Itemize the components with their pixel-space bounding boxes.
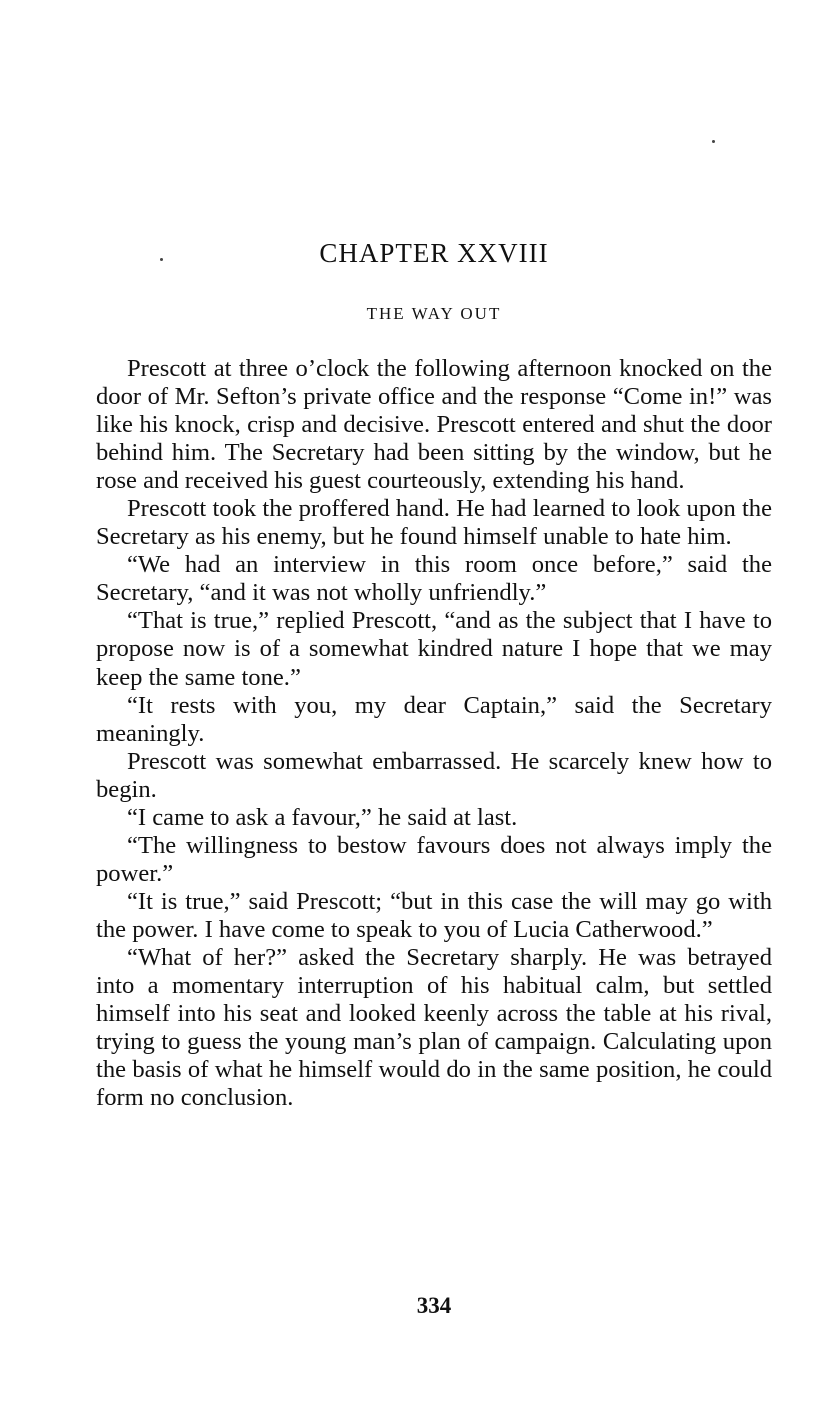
paragraph: “That is true,” replied Prescott, “and as the subject that I have to propose now is of a somewhat kindred nature I hope that we may keep the same tone.” xyxy=(96,607,772,691)
body-text xyxy=(96,355,772,1112)
paragraph: Prescott was somewhat embarrassed. He scarcely knew how to begin. xyxy=(96,747,772,803)
paragraph: Prescott at three o’clock the following afternoon knocked on the door of Mr. Sefton’s private office and the response “Come in!” was like his knock, crisp and decisive. Prescott entered and shut the door behind him. The Secretary had been sitting by the window, but he rose and received his guest courteously, extending his hand. xyxy=(96,355,772,495)
paragraph: “It rests with you, my dear Captain,” said the Secretary meaningly. xyxy=(96,691,772,747)
paragraph: “The willingness to bestow favours does not always imply the power.” xyxy=(96,831,772,887)
paragraph: “What of her?” asked the Secretary sharply. He was betrayed into a momentary interruption of his habitual calm, but settled himself into his seat and looked keenly across the table at his rival, trying to guess the young man’s plan of campaign. Calculating upon the basis of what he himself would do in the same position, he could form no conclusion. xyxy=(96,943,772,1112)
scan-speck xyxy=(712,140,715,143)
paragraph: “I came to ask a favour,” he said at last. xyxy=(127,803,518,831)
chapter-title: CHAPTER XXVIII xyxy=(319,238,549,268)
page-number: 334 xyxy=(416,1293,452,1318)
paragraph: Prescott took the proffered hand. He had learned to look upon the Secretary as his enemy, but he found himself unable to hate him. xyxy=(96,495,772,551)
chapter-subtitle: THE WAY OUT xyxy=(366,304,502,323)
paragraph: “We had an interview in this room once before,” said the Secretary, “and it was not wholly unfriendly.” xyxy=(96,551,772,607)
paragraph: “It is true,” said Prescott; “but in this case the will may go with the power. I have come to speak to you of Lucia Catherwood.” xyxy=(96,887,772,943)
